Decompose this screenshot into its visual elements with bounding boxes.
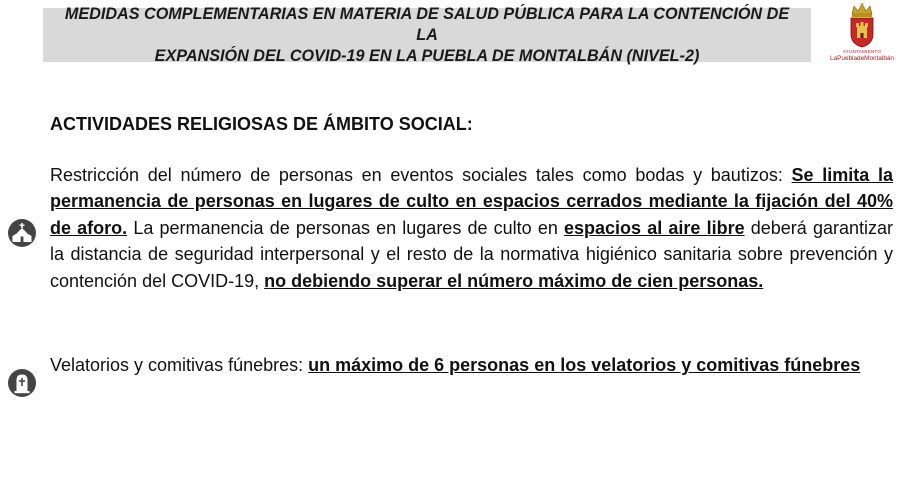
section-heading: ACTIVIDADES RELIGIOSAS DE ÁMBITO SOCIAL: xyxy=(50,114,473,134)
p1-text-3: deberá garantizar la distancia de seguridad interpersonal y el resto de la normativa higiénico sanitaria sobre prevención y contención del COVID-19, xyxy=(50,217,893,291)
paragraph-funerals xyxy=(50,352,893,378)
p1-text-2: La permanencia de personas en lugares de culto en xyxy=(127,217,565,238)
p2-emphasis-1: un máximo de 6 personas en los velatorios y comitivas fúnebres xyxy=(308,355,861,375)
town-logo xyxy=(829,2,895,66)
church-icon xyxy=(8,219,36,247)
p1-text-1: Restricción del número de personas en eventos sociales tales como bodas y bautizos: xyxy=(50,165,792,185)
logo-label-bottom: LaPuebladeMontalbán xyxy=(830,55,894,62)
page-title xyxy=(43,4,811,67)
p1-emphasis-1: Se limita la permanencia de personas en lugares de culto en espacios cerrados mediante la fijación del 40% de aforo. xyxy=(50,165,893,238)
title-line-1: MEDIDAS COMPLEMENTARIAS EN MATERIA DE SALUD PÚBLICA PARA LA CONTENCIÓN DE LA xyxy=(64,4,790,44)
header-banner xyxy=(43,4,811,65)
coat-of-arms-icon xyxy=(847,2,877,48)
p2-text-1: Velatorios y comitivas fúnebres: xyxy=(50,355,309,375)
p1-emphasis-2: espacios al aire libre xyxy=(564,217,745,238)
logo-label-top: AYUNTAMIENTO xyxy=(842,49,882,54)
gravestone-icon xyxy=(8,369,36,397)
paragraph-religious-events xyxy=(50,162,893,294)
title-line-2: EXPANSIÓN DEL COVID-19 EN LA PUEBLA DE MONTALBÁN (NIVEL-2) xyxy=(154,46,700,65)
p1-emphasis-3: no debiendo superar el número máximo de cien personas. xyxy=(264,270,764,291)
